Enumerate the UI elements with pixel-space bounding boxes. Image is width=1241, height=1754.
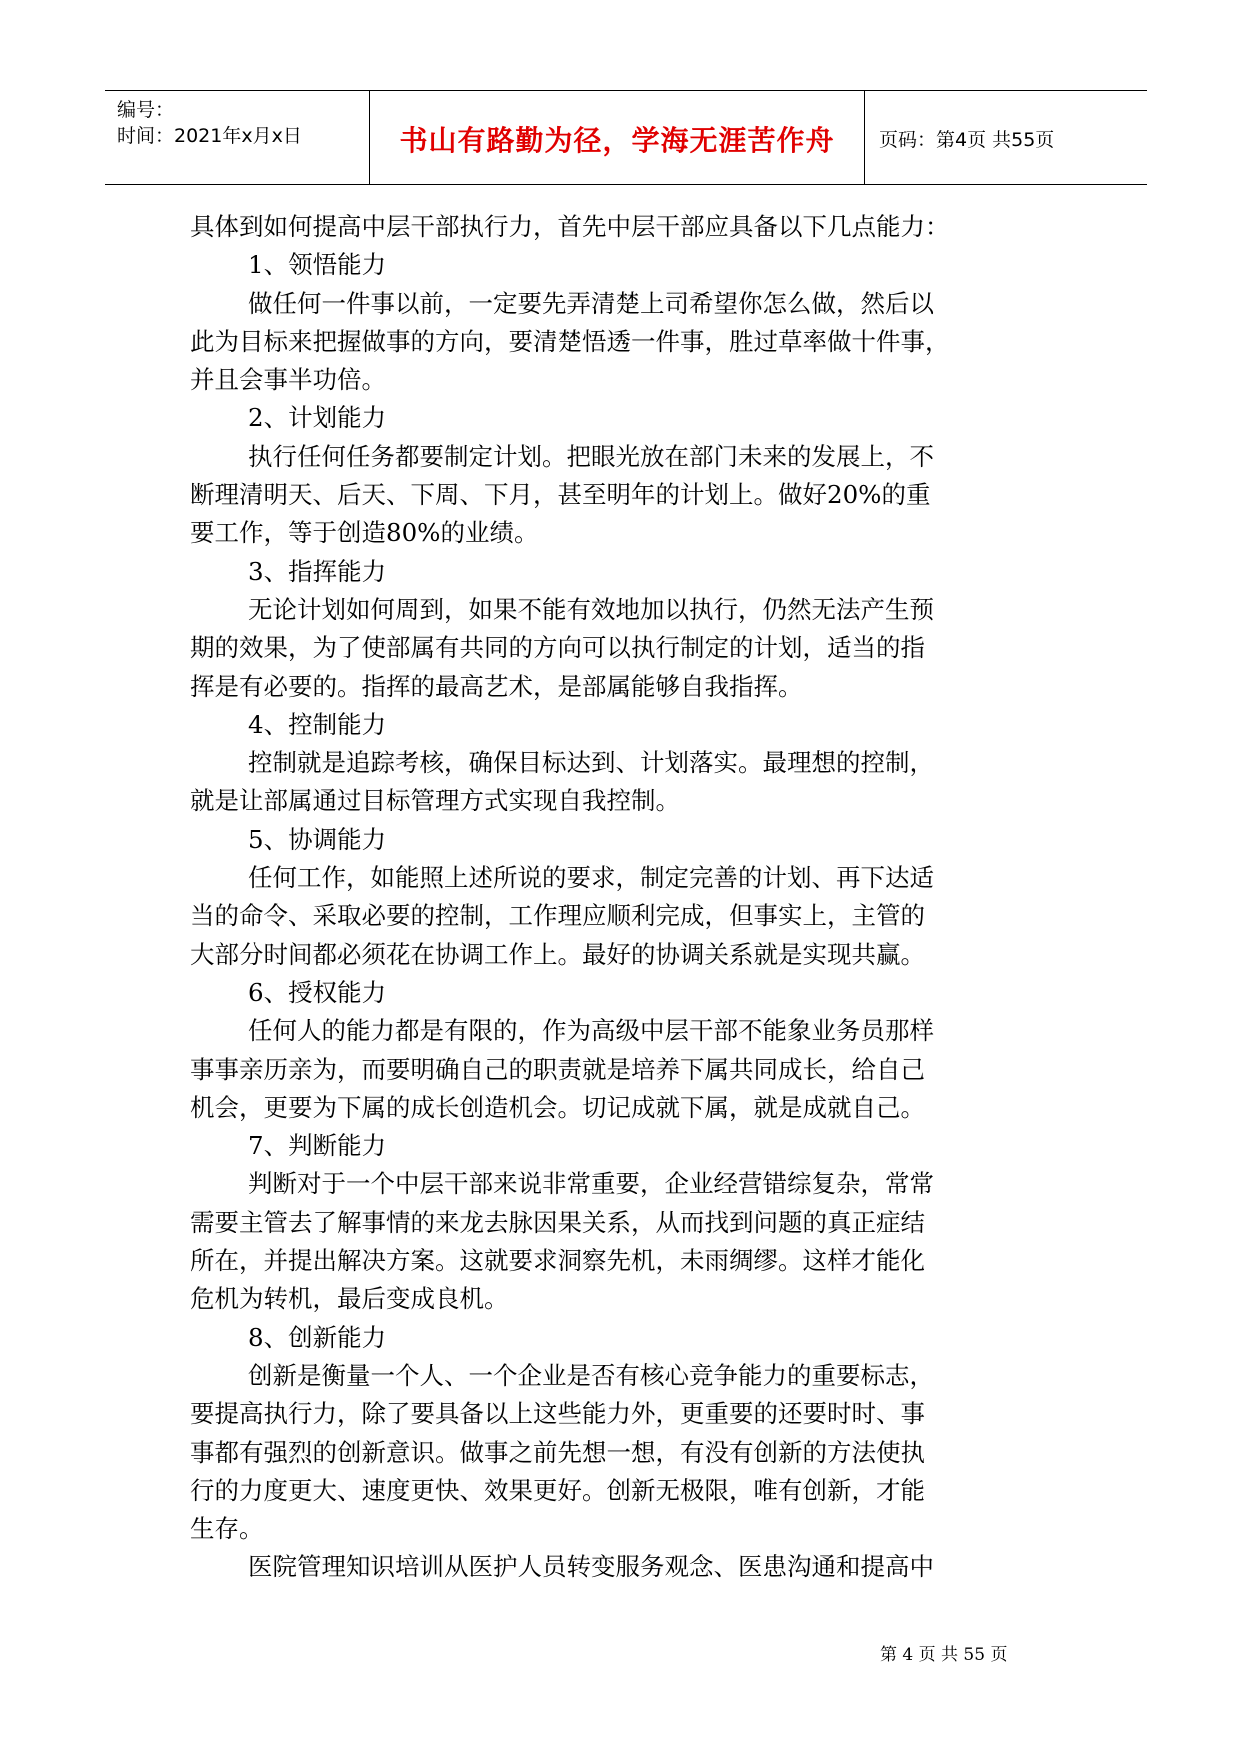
body-line: 期的效果，为了使部属有共同的方向可以执行制定的计划，适当的指 xyxy=(190,633,925,663)
body-line: 6、授权能力 xyxy=(248,977,387,1007)
header-meta xyxy=(105,91,370,184)
body-line: 就是让部属通过目标管理方式实现自我控制。 xyxy=(190,786,680,816)
body-line: 挥是有必要的。指挥的最高艺术，是部属能够自我指挥。 xyxy=(190,671,803,701)
body-line: 任何人的能力都是有限的，作为高级中层干部不能象业务员那样 xyxy=(248,1016,934,1046)
body-line: 事都有强烈的创新意识。做事之前先想一想，有没有创新的方法使执 xyxy=(190,1437,925,1467)
body-line: 所在，并提出解决方案。这就要求洞察先机，未雨绸缪。这样才能化 xyxy=(190,1246,925,1276)
body-line: 判断对于一个中层干部来说非常重要，企业经营错综复杂，常常 xyxy=(248,1169,934,1199)
body-line: 断理清明天、后天、下周、下月，甚至明年的计划上。做好20%的重 xyxy=(190,480,931,510)
body-line: 任何工作，如能照上述所说的要求，制定完善的计划、再下达适 xyxy=(248,863,934,893)
body-line: 无论计划如何周到，如果不能有效地加以执行，仍然无法产生预 xyxy=(248,594,934,624)
body-line: 1、领悟能力 xyxy=(248,250,387,280)
document-time-label: 时间：2021年x月x日 xyxy=(117,125,302,147)
body-line: 5、协调能力 xyxy=(248,824,387,854)
body-line: 此为目标来把握做事的方向，要清楚悟透一件事，胜过草率做十件事， xyxy=(190,326,950,356)
body-line: 当的命令、采取必要的控制，工作理应顺利完成，但事实上，主管的 xyxy=(190,901,925,931)
header-motto-cell xyxy=(370,91,865,184)
document-body xyxy=(190,208,1070,1587)
body-line: 2、计划能力 xyxy=(248,403,387,433)
body-line: 3、指挥能力 xyxy=(248,556,387,586)
body-line: 要工作，等于创造80%的业绩。 xyxy=(190,518,539,548)
body-line: 医院管理知识培训从医护人员转变服务观念、医患沟通和提高中 xyxy=(248,1552,934,1582)
body-line: 机会，更要为下属的成长创造机会。切记成就下属，就是成就自己。 xyxy=(190,1092,925,1122)
body-line: 8、创新能力 xyxy=(248,1322,387,1352)
page-header xyxy=(105,90,1147,185)
footer-page-number: 第 4 页 共 55 页 xyxy=(880,1645,1008,1665)
header-page-cell xyxy=(865,91,1147,184)
body-line: 4、控制能力 xyxy=(248,709,387,739)
body-line: 控制就是追踪考核，确保目标达到、计划落实。最理想的控制， xyxy=(248,748,934,778)
document-number-label: 编号： xyxy=(117,99,175,121)
body-line: 生存。 xyxy=(190,1514,264,1544)
header-motto: 书山有路勤为径，学海无涯苦作舟 xyxy=(399,124,835,157)
body-line: 7、判断能力 xyxy=(248,1131,387,1161)
body-line: 做任何一件事以前，一定要先弄清楚上司希望你怎么做，然后以 xyxy=(248,288,934,318)
body-line: 大部分时间都必须花在协调工作上。最好的协调关系就是实现共赢。 xyxy=(190,939,925,969)
body-line: 事事亲历亲为，而要明确自己的职责就是培养下属共同成长，给自己 xyxy=(190,1054,925,1084)
header-page-number: 页码：第4页 共55页 xyxy=(879,129,1055,151)
body-line: 需要主管去了解事情的来龙去脉因果关系，从而找到问题的真正症结 xyxy=(190,1207,925,1237)
body-line: 执行任何任务都要制定计划。把眼光放在部门未来的发展上，不 xyxy=(248,441,934,471)
body-line: 危机为转机，最后变成良机。 xyxy=(190,1284,509,1314)
body-line: 创新是衡量一个人、一个企业是否有核心竞争能力的重要标志， xyxy=(248,1360,934,1390)
body-line: 具体到如何提高中层干部执行力，首先中层干部应具备以下几点能力： xyxy=(190,212,950,241)
body-line: 并且会事半功倍。 xyxy=(190,365,386,395)
body-line: 要提高执行力，除了要具备以上这些能力外，更重要的还要时时、事 xyxy=(190,1399,925,1429)
body-line: 行的力度更大、速度更快、效果更好。创新无极限，唯有创新，才能 xyxy=(190,1475,925,1505)
